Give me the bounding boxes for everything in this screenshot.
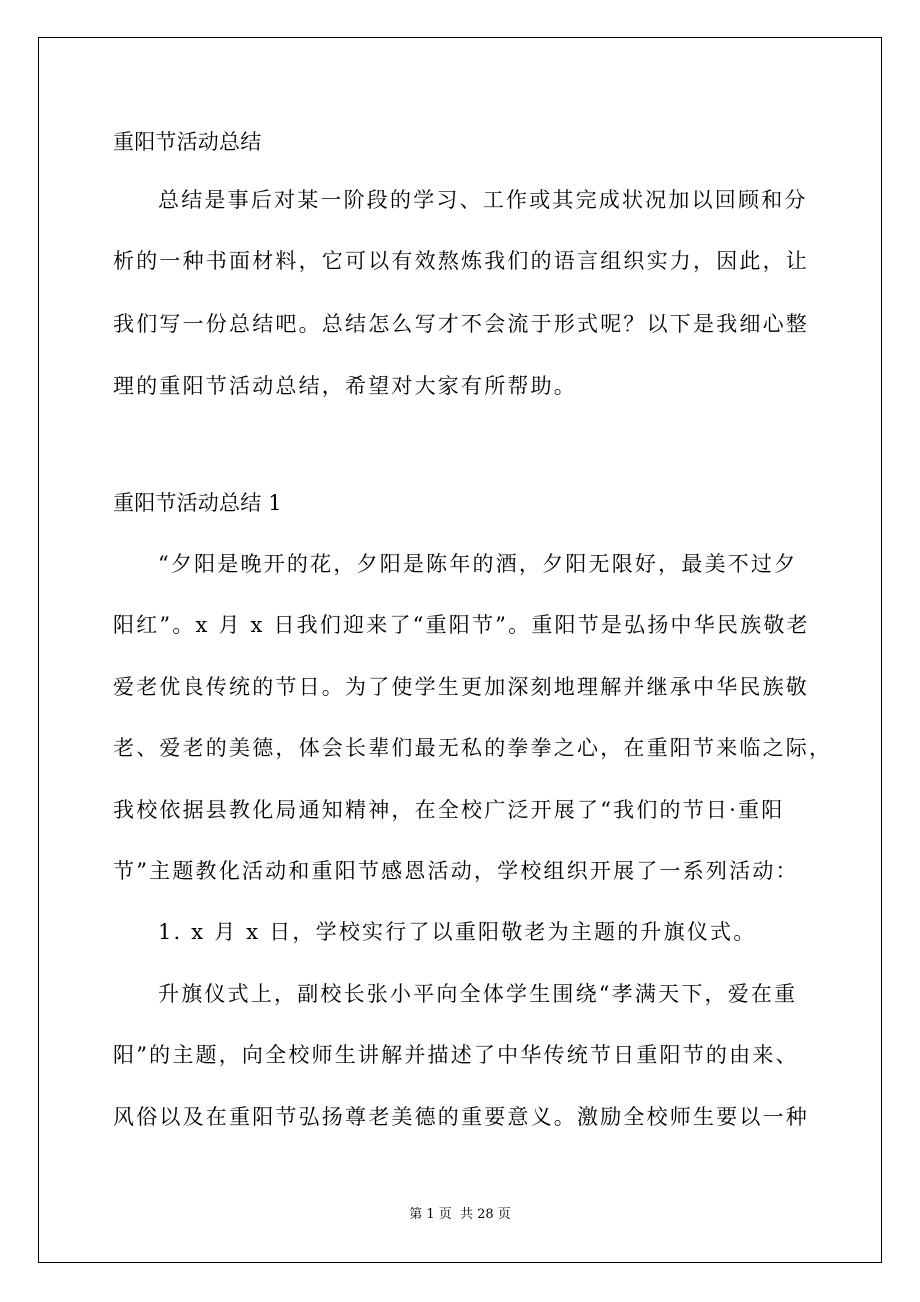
section-line-10: 风俗以及在重阳节弘扬尊老美德的重要意义。激励全校师生要以一种	[113, 1105, 809, 1129]
section-line-6: 节”主题教化活动和重阳节感恩活动，学校组织开展了一系列活动：	[113, 859, 799, 883]
section-line-1: “夕阳是晚开的花，夕阳是陈年的酒，夕阳无限好，最美不过夕	[158, 552, 798, 576]
page-number: 第 1 页	[409, 1207, 452, 1222]
section-line-9: 阳”的主题，向全校师生讲解并描述了中华传统节日重阳节的由来、	[113, 1043, 799, 1067]
intro-line-4: 理的重阳节活动总结，希望对大家有所帮助。	[113, 374, 577, 398]
document-title: 重阳节活动总结	[113, 130, 262, 154]
page-border	[38, 37, 882, 1263]
intro-line-3: 我们写一份总结吧。总结怎么写才不会流于形式呢？以下是我细心整	[113, 312, 809, 336]
section-line-8: 升旗仪式上，副校长张小平向全体学生围绕“孝满天下，爱在重	[158, 982, 798, 1006]
section-line-4: 老、爱老的美德，体会长辈们最无私的拳拳之心，在重阳节来临之际，	[113, 736, 833, 760]
section-line-7: 1. x 月 x 日，学校实行了以重阳敬老为主题的升旗仪式。	[158, 920, 757, 944]
section-line-2: 阳红”。x 月 x 日我们迎来了“重阳节”。重阳节是弘扬中华民族敬老	[113, 613, 810, 637]
page-footer	[0, 1206, 920, 1224]
section-heading: 重阳节活动总结 1	[113, 491, 282, 515]
page-total: 共 28 页	[459, 1207, 511, 1222]
intro-line-2: 析的一种书面材料，它可以有效熬炼我们的语言组织实力，因此，让	[113, 249, 809, 273]
intro-line-1: 总结是事后对某一阶段的学习、工作或其完成状况加以回顾和分	[158, 188, 808, 212]
section-line-5: 我校依据县教化局通知精神，在全校广泛开展了“我们的节日·重阳	[113, 798, 785, 822]
section-line-3: 爱老优良传统的节日。为了使学生更加深刻地理解并继承中华民族敬	[113, 675, 809, 699]
